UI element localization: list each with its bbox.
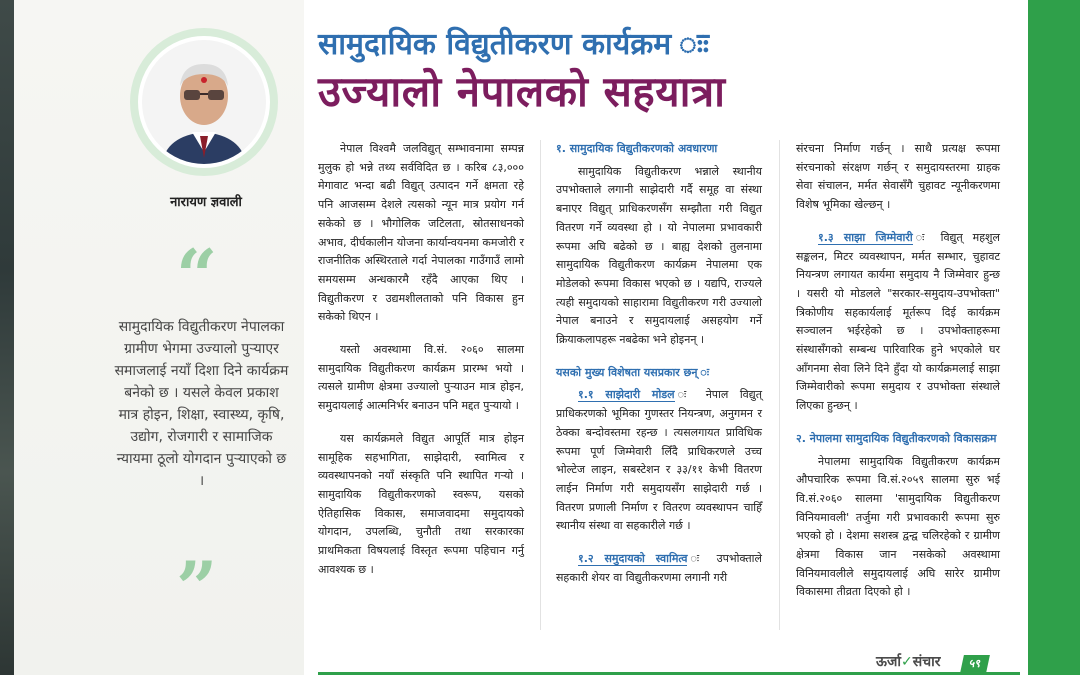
- paragraph: यस कार्यक्रमले विद्युत आपूर्ति मात्र होइन सामूहिक सहभागिता, साझेदारी, स्वामित्व र व्यवस्थापनको नयाँ संस्कृति पनि स्थापित गऱ्यो । सामुदायिक विद्युतीकरणको स्वरूप, यसको ऐतिहासिक विकास, समाजवादमा समुदायको योगदान, उपलब्धि, चुनौती तथा सरकारका प्राथमिकता विषयलाई विस्तृत रूपमा पहिचान गर्नु आवश्यक छ ।: [318, 431, 524, 576]
- close-quote-icon: ”: [176, 545, 218, 630]
- open-quote-icon: “: [176, 233, 218, 318]
- right-green-bar: [1028, 0, 1080, 675]
- subsection-label: १.१ साझेदारी मोडल: [578, 388, 675, 402]
- paragraph: संरचना निर्माण गर्छन् । साथै प्रत्यक्ष रूपमा संरचनाको संरक्षण गर्छन् र समुदायस्तरमा ग्राहक सेवा संचालन, मर्मत सेवासँगै चुहावट न्यूनीकरणमा विशेष भूमिका खेल्छन् ।: [796, 142, 1000, 212]
- paragraph: नेपाल विश्वमै जलविद्युत् सम्भावनामा सम्पन्न मुलुक हो भन्ने तथ्य सर्वविदित छ । करिब ८३,००० मेगावाट भन्दा बढी विद्युत् उत्पादन गर्ने क्षमता रहे पनि आजसम्म देशले त्यसको न्यून मात्र प्रयोग गर्न सकेको छ । भौगोलिक जटिलता, स्रोतसाधनको अभाव, दीर्घकालीन योजना कार्यान्वयनमा कमजोरी र राजनीतिक अस्थिरताले गर्दा नेपालका गाउँगाउँ लामो समयसम्म अन्धकारमै रहँदै आएका थिए । विद्युतीकरण र उद्यमशीलताको पनि विकास हुन सकेको थिएन ।: [318, 142, 524, 324]
- paragraph: [556, 550, 762, 587]
- author-photo: [138, 36, 270, 168]
- column-divider: [779, 140, 780, 630]
- subsection-label: १.२ समुदायको स्वामित्व: [578, 552, 688, 566]
- article-column-2: [556, 140, 762, 601]
- paragraph: सामुदायिक विद्युतीकरण भन्नाले स्थानीय उपभोक्ताले लगानी साझेदारी गर्दै समूह वा संस्था बनाएर विद्युत् प्राधिकरणसँग सम्झौता गरी विद्युत वितरण गर्ने व्यवस्था हो । यो नेपालमा प्रभावकारी रूपमा अघि बढेको छ । बाह्य देशको तुलनामा सामुदायिक विद्युतीकरण कार्यक्रम नेपालमा एक मोडेलको रूपमा विकास भएको छ । यद्यपि, राज्यले त्यही समुदायको साहारामा विद्युतीकरण गरी उज्यालो नेपाल बनाउने र समुदायलाई असहयोग गर्ने क्रियाकलापहरू नबढेका भने होइनन् ।: [556, 164, 762, 347]
- section-heading: १. सामुदायिक विद्युतीकरणको अवधारणा: [556, 142, 718, 155]
- subsection-label: १.३ साझा जिम्मेवारी: [818, 230, 913, 244]
- section-heading: २. नेपालमा सामुदायिक विद्युतीकरणको विकासक्रम: [796, 431, 997, 445]
- section-heading: यसको मुख्य विशेषता यसप्रकार छन् ः: [556, 365, 710, 379]
- article-column-3: [796, 140, 1000, 616]
- subsection-text: ः नेपाल विद्युत् प्राधिकरणको भूमिका गुणस्तर नियन्त्रण, अनुगमन र ठेक्का बन्दोवस्तमा रहन्छ । त्यसलगायत प्राविधिक रूपमा पूर्ण जिम्मेवारी लिँदै प्राधिकरणले उच्च भोल्टेज लाइन, सबस्टेशन र ३३/११ केभी वितरण लाईन निर्माण गरी समुदायसँग साझेदारी गर्छ । वितरण प्रणाली निर्माण र वितरण व्यवस्थापन चाहिँ स्थानीय संस्था वा सहकारीले गर्छ ।: [556, 388, 762, 533]
- leaf-icon: ✓: [901, 654, 913, 670]
- paragraph: यस्तो अवस्थामा वि.सं. २०६० सालमा सामुदायिक विद्युतीकरण कार्यक्रम प्रारम्भ भयो । त्यसले ग्रामीण क्षेत्रमा उज्यालो पुऱ्याउन मात्र होइन, समुदायलाई आत्मनिर्भर बनाउन पनि मद्दत पुऱ्यायो ।: [318, 343, 524, 413]
- column-divider: [540, 140, 541, 630]
- paragraph: नेपालमा सामुदायिक विद्युतीकरण कार्यक्रम औपचारिक रूपमा वि.सं.२०५९ सालमा सुरु भई वि.सं.२०६० सालमा 'सामुदायिक विद्युतीकरण विनियमावली' तर्जुमा गरी प्रभावकारी रूपमा सुरु भएको हो । देशमा सशस्त्र द्वन्द्व चलिरहेको र ग्रामीण क्षेत्रमा विकास जान नसकेको अवस्थामा विनियमावलीले समुदायलाई अघि सारेर ग्रामीण विकासमा तीव्रता दिएको हो ।: [796, 454, 1000, 599]
- paragraph: [796, 229, 1000, 416]
- subsection-text: ः विद्युत् महशुल सङ्कलन, मिटर व्यवस्थापन, मर्मत सम्भार, चुहावट नियन्त्रण लगायत कार्यमा समुदाय नै जिम्मेवार हुन्छ । यसरी यो मोडलले "सरकार-समुदाय-उपभोक्ता" त्रिकोणीय सहकार्यलाई मूर्तरूप दिई कार्यक्रम सञ्चालन भईरहेको छ । उपभोक्ताहरूमा संस्थासँगको सम्बन्ध पारिवारिक हुने भएकोले घर आँगनमा सेवा लिने दिने हुँदा यो कार्यक्रमलाई साझा जिम्मेवारीको रूपमा समुदाय र उपभोक्ता संस्थाले लिएका हुन्छन् ।: [796, 230, 1000, 413]
- subsection-text: ः उपभोक्ताले सहकारी शेयर वा विद्युतीकरणमा लगानी गरी: [556, 552, 762, 584]
- left-edge-strip: [0, 0, 14, 675]
- page-number: ५९: [960, 655, 990, 673]
- article-title-main: उज्यालो नेपालको सहयात्रा: [318, 67, 726, 116]
- sidebar: [14, 0, 304, 675]
- brand-part: संचार: [912, 654, 941, 670]
- article-column-1: [318, 140, 524, 593]
- pull-quote: सामुदायिक विद्युतीकरण नेपालका ग्रामीण भेगमा उज्यालो पुऱ्याएर समाजलाई नयाँ दिशा दिने कार्यक्रम बनेको छ । यसले केवल प्रकाश मात्र होइन, शिक्षा, स्वास्थ्य, कृषि, उद्योग, रोजगारी र सामाजिक न्यायमा ठूलो योगदान पुऱ्याएको छ ।: [114, 319, 289, 489]
- right-margin: [1020, 0, 1028, 675]
- author-name: नारायण ज्ञवाली: [170, 195, 242, 210]
- magazine-brand: [876, 652, 940, 671]
- paragraph: [556, 386, 762, 536]
- article-title-top: सामुदायिक विद्युतीकरण कार्यक्रम ःः: [318, 27, 709, 62]
- brand-part: ऊर्जा: [876, 654, 902, 670]
